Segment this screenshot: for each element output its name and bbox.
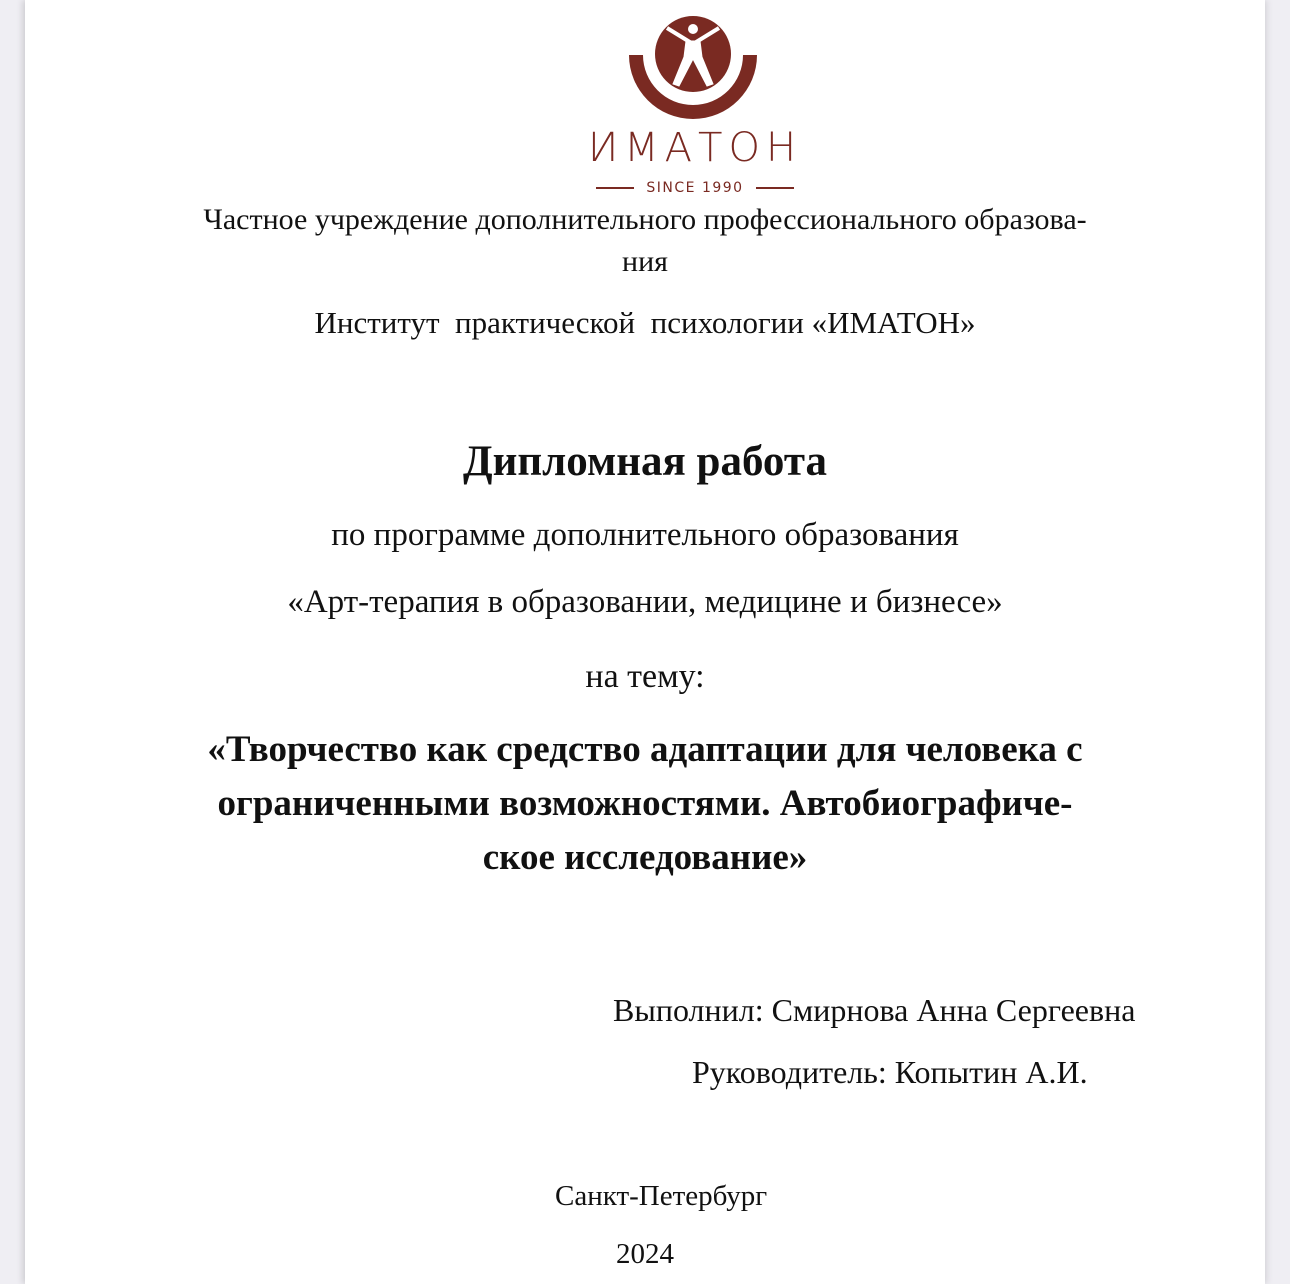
logo-since-text: SINCE 1990	[560, 181, 830, 195]
title-line-1: «Творчество как средство адаптации для человека с	[207, 729, 1083, 770]
city: Санкт-Петербург	[555, 1180, 768, 1212]
program-line: по программе дополнительного образования	[331, 517, 959, 553]
institution-line-1: Частное учреждение дополнительного профессионального образова-	[203, 203, 1087, 236]
title-line-3: ское исследование»	[482, 837, 808, 878]
program-name: «Арт-терапия в образовании, медицине и бизнесе»	[287, 584, 1003, 620]
year: 2024	[616, 1238, 674, 1270]
student-name: Выполнил: Смирнова Анна Сергеевна	[613, 992, 1136, 1028]
institution-line-2: ния	[622, 245, 668, 278]
topic-label: на тему:	[585, 658, 705, 695]
institution-name: Институт практической психологии «ИМАТОН»	[314, 305, 976, 340]
supervisor-name: Руководитель: Копытин А.И.	[692, 1054, 1088, 1090]
title-line-2: ограниченными возможностями. Автобиографиче-	[217, 783, 1073, 824]
work-type-heading: Дипломная работа	[463, 438, 827, 485]
logo-brand-text: ИМАТОН	[587, 125, 803, 171]
